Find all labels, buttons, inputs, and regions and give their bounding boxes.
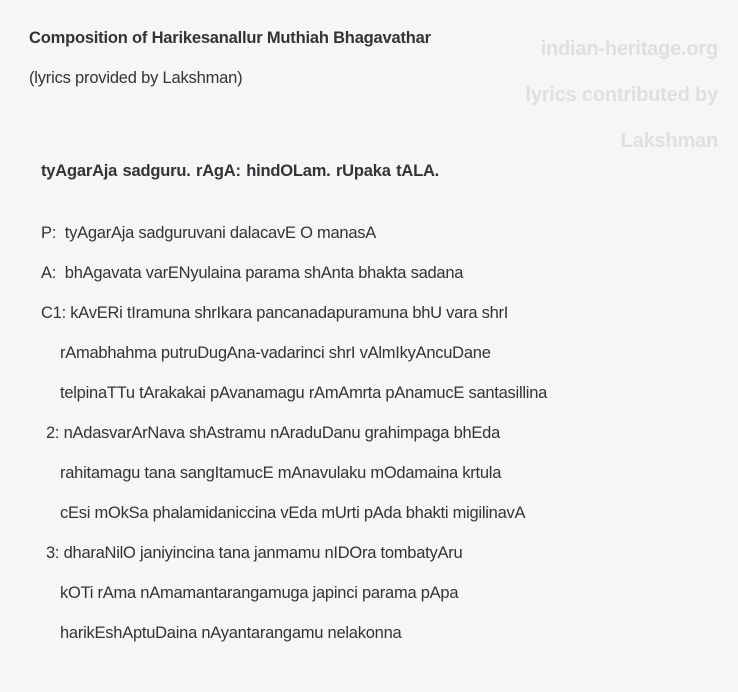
lyric-text: telpinaTTu tArakakai pAvanamagu rAmAmrta pAnamucE santasillina bbox=[60, 384, 548, 402]
watermark bbox=[525, 26, 718, 164]
lyric-text: kAvERi tIramuna shrIkara pancanadapuramuna bhU vara shrI bbox=[70, 304, 509, 322]
lyric-line bbox=[0, 342, 738, 382]
lyric-line bbox=[0, 502, 738, 542]
watermark-contributor: Lakshman bbox=[620, 130, 718, 152]
section-label: 2: bbox=[46, 424, 64, 442]
lyric-text: harikEshAptuDaina nAyantarangamu nelakonna bbox=[60, 624, 402, 642]
lyric-text: rAmabhahma putruDugAna-vadarinci shrI vAlmIkyAncuDane bbox=[60, 344, 491, 362]
song-heading: tyAgarAja sadguru. rAgA: hindOLam. rUpaka tALA. bbox=[41, 162, 440, 180]
page-title: Composition of Harikesanallur Muthiah Bhagavathar bbox=[29, 29, 431, 47]
lyrics-block bbox=[0, 222, 738, 662]
lyric-text: dharaNilO janiyincina tana janmamu nIDOra tombatyAru bbox=[63, 544, 463, 562]
watermark-contributed: lyrics contributed by bbox=[525, 84, 718, 106]
lyric-text: tyAgarAja sadguruvani dalacavE O manasA bbox=[64, 224, 377, 242]
lyric-text: rahitamagu tana sangItamucE mAnavulaku mOdamaina krtula bbox=[60, 464, 502, 482]
lyric-line-charanam2 bbox=[0, 422, 738, 462]
section-label: 3: bbox=[46, 544, 64, 562]
lyric-line bbox=[0, 582, 738, 622]
watermark-site: indian-heritage.org bbox=[540, 38, 718, 60]
lyric-text: bhAgavata varENyulaina parama shAnta bhakta sadana bbox=[64, 264, 464, 282]
lyrics-credit: (lyrics provided by Lakshman) bbox=[29, 69, 243, 87]
lyric-line-pallavi bbox=[0, 222, 738, 262]
section-label: P: bbox=[41, 224, 65, 242]
lyric-line-charanam3 bbox=[0, 542, 738, 582]
lyric-line bbox=[0, 462, 738, 502]
lyric-text: cEsi mOkSa phalamidaniccina vEda mUrti pAda bhakti migilinavA bbox=[60, 504, 526, 522]
lyric-line-charanam1 bbox=[0, 302, 738, 342]
section-label: A: bbox=[41, 264, 65, 282]
lyric-line-anupallavi bbox=[0, 262, 738, 302]
lyric-text: nAdasvarArNava shAstramu nAraduDanu grahimpaga bhEda bbox=[63, 424, 501, 442]
lyric-text: kOTi rAma nAmamantarangamuga japinci parama pApa bbox=[60, 584, 459, 602]
lyric-line bbox=[0, 622, 738, 662]
section-label: C1: bbox=[41, 304, 71, 322]
lyric-line bbox=[0, 382, 738, 422]
